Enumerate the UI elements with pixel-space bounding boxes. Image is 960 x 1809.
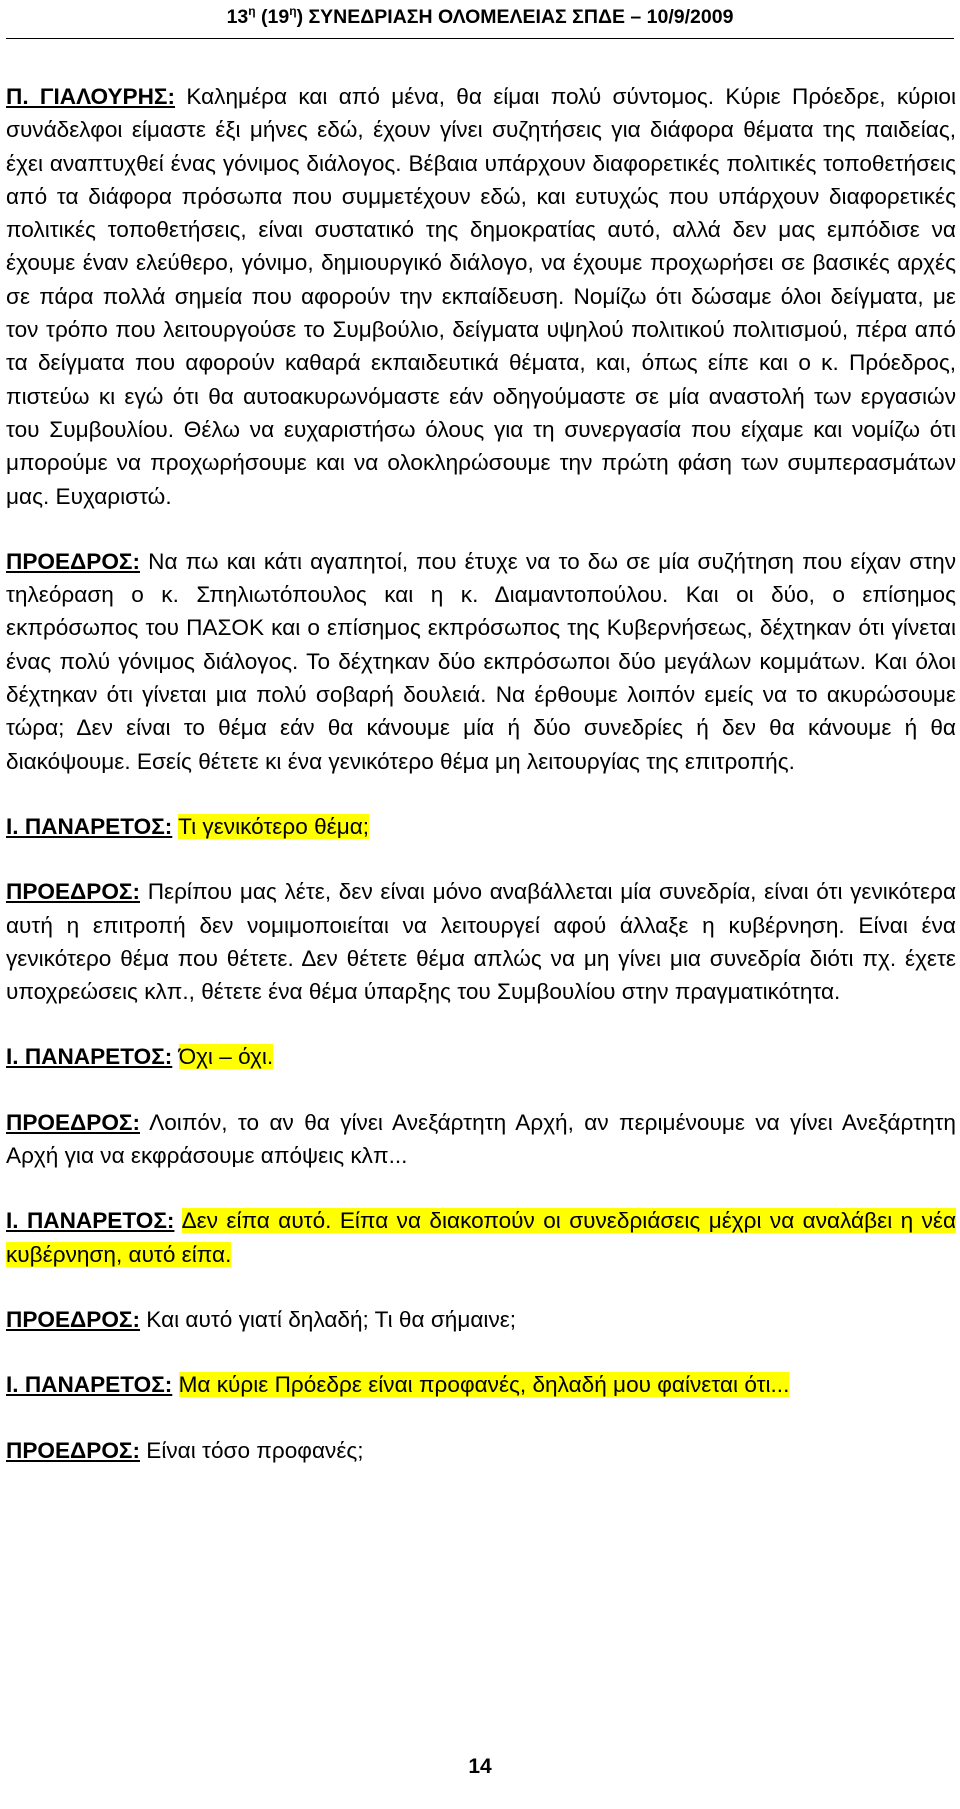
header-superscript-2: η	[289, 4, 297, 18]
header-session-number: 13	[226, 6, 249, 28]
speaker-name: ΠΡΟΕΔΡΟΣ:	[6, 1306, 140, 1332]
speech-text: Καλημέρα και από μένα, θα είμαι πολύ σύντομος. Κύριε Πρόεδρε, κύριοι συνάδελφοι είμαστε έξι μήνες εδώ, έχουν γίνει συζητήσεις για διάφορα θέματα της παιδείας, έχει αναπτυχθεί ένας γόνιμος διάλογος. Βέβαια υπάρχουν διαφορετικές πολιτικές τοποθετήσεις από τα διάφορα πρόσωπα που συμμετέχουν εδώ, και ευτυχώς που υπάρχουν διαφορετικές πολιτικές τοποθετήσεις, είναι συστατικό της δημοκρατίας αυτό, αλλά δεν μας εμπόδισε να έχουμε έναν ελεύθερο, γόνιμο, δημιουργικό διάλογο, να έχουμε προχωρήσει σε βασικές αρχές σε πάρα πολλά σημεία που αφορούν την εκπαίδευση. Νομίζω ότι δώσαμε όλοι δείγματα, με τον τρόπο που λειτουργούσε το Συμβούλιο, δείγματα υψηλού πολιτικού πολιτισμού, πέρα από τα δείγματα που αφορούν καθαρά εκπαιδευτικά θέματα, και, όπως είπε και ο κ. Πρόεδρος, πιστεύω κι εγώ ότι θα αυτοακυρωνόμαστε εάν οδηγούμαστε σε μία αναστολή των εργασιών του Συμβουλίου. Θέλω να ευχαριστήσω όλους για τη συνεργασία που είχαμε και νομίζω ότι μπορούμε να προχωρήσουμε και να ολοκληρώσουμε την πρώτη φάση των συμπερασμάτων μας. Ευχαριστώ.	[6, 84, 956, 509]
page-number: 14	[468, 1755, 492, 1778]
page-header	[6, 0, 954, 39]
speaker-name: Ι. ΠΑΝΑΡΕΤΟΣ:	[6, 1044, 173, 1070]
speech-text: Και αυτό γιατί δηλαδή; Τι θα σήμαινε;	[146, 1306, 517, 1332]
paragraph-president	[6, 545, 956, 778]
speech-text: Είναι τόσο προφανές;	[146, 1437, 364, 1463]
speaker-name: Ι. ΠΑΝΑΡΕΤΟΣ:	[6, 1208, 175, 1234]
speaker-name: ΠΡΟΕΔΡΟΣ:	[6, 1437, 140, 1463]
speaker-name: Ι. ΠΑΝΑΡΕΤΟΣ:	[6, 813, 173, 839]
speaker-name: Ι. ΠΑΝΑΡΕΤΟΣ:	[6, 1372, 173, 1398]
paragraph-panaretos	[6, 1040, 956, 1073]
speech-text: Λοιπόν, το αν θα γίνει Ανεξάρτητη Αρχή, αν περιμένουμε να γίνει Ανεξάρτητη Αρχή για να εκφράσουμε απόψεις κλπ...	[6, 1109, 957, 1169]
speech-text-highlighted: Όχι – όχι.	[178, 1044, 274, 1070]
paragraph-panaretos	[6, 1204, 956, 1271]
speech-text-highlighted: Μα κύριε Πρόεδρε είναι προφανές, δηλαδή μου φαίνεται ότι...	[178, 1372, 790, 1398]
paragraph-president	[6, 1303, 956, 1336]
speech-text-highlighted: Τι γενικότερο θέμα;	[178, 813, 370, 839]
header-superscript-1: η	[248, 4, 256, 18]
speaker-name: Π. ΓΙΑΛΟΥΡΗΣ:	[6, 84, 176, 109]
speech-text: Περίπου μας λέτε, δεν είναι μόνο αναβάλλεται μία συνεδρία, είναι ότι γενικότερα αυτή η επιτροπή δεν νομιμοποιείται να λειτουργεί αφού άλλαξε η κυβέρνηση. Είναι ένα γενικότερο θέμα που θέτετε. Δεν θέτετε θέμα απλώς να μη γίνει μια συνεδρία διότι πχ. έχετε υποχρεώσεις κλπ., θέτετε ένα θέμα ύπαρξης του Συμβουλίου στην πραγματικότητα.	[6, 879, 957, 1005]
transcript-body	[6, 80, 956, 1499]
paragraph-panaretos	[6, 1368, 956, 1401]
paragraph-gialouris	[6, 80, 956, 513]
header-title: ) ΣΥΝΕΔΡΙΑΣΗ ΟΛΟΜΕΛΕΙΑΣ ΣΠΔΕ – 10/9/2009	[296, 6, 734, 28]
paragraph-panaretos	[6, 810, 956, 843]
paragraph-president	[6, 1434, 956, 1467]
paragraph-president	[6, 1106, 956, 1173]
paragraph-president	[6, 875, 956, 1008]
speaker-name: ΠΡΟΕΔΡΟΣ:	[6, 1109, 140, 1135]
speaker-name: ΠΡΟΕΔΡΟΣ:	[6, 548, 140, 574]
speech-text: Να πω και κάτι αγαπητοί, που έτυχε να το δω σε μία συζήτηση που είχαν στην τηλεόραση ο κ. Σπηλιωτόπουλος και η κ. Διαμαντοπούλου. Και οι δύο, ο επίσημος εκπρόσωπος του ΠΑΣΟΚ και ο επίσημος εκπρόσωπος της Κυβερνήσεως, δέχτηκαν ότι γίνεται ένας πολύ γόνιμος διάλογος. Το δέχτηκαν δύο εκπρόσωποι δύο μεγάλων κομμάτων. Και όλοι δέχτηκαν ότι γίνεται μια πολύ σοβαρή δουλειά. Να έρθουμε λοιπόν εμείς να το ακυρώσουμε τώρα; Δεν είναι το θέμα εάν θα κάνουμε μία ή δύο συνεδρίες ή δεν θα κάνουμε ή θα διακόψουμε. Εσείς θέτετε κι ένα γενικότερο θέμα μη λειτουργίας της επιτροπής.	[6, 548, 956, 774]
speech-text-highlighted: Δεν είπα αυτό. Είπα να διακοπούν οι συνεδριάσεις μέχρι να αναλάβει η νέα κυβέρνηση, αυτό είπα.	[6, 1208, 957, 1267]
header-session-number-2: (19	[255, 6, 290, 28]
speaker-name: ΠΡΟΕΔΡΟΣ:	[6, 879, 140, 905]
